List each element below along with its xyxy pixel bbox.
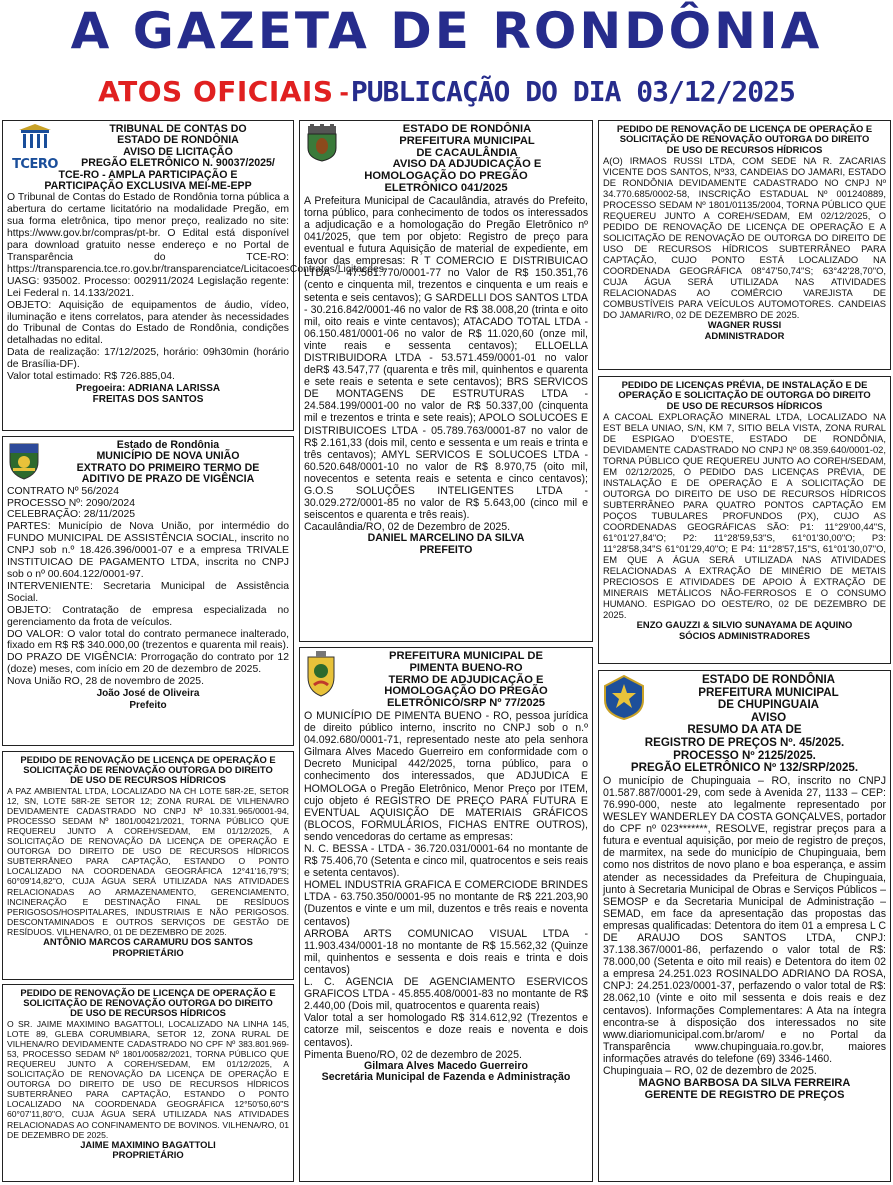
signature-name: PROPRIETÁRIO <box>112 1149 184 1161</box>
paragraph: Pimenta Bueno/RO, 02 de dezembro de 2025. <box>304 1048 522 1061</box>
header-line: PREGÃO ELETRÔNICO N. 90037/2025/ <box>81 157 275 170</box>
newspaper-title: A GAZETA DE RONDÔNIA <box>70 2 823 60</box>
header-line: TERMO DE ADJUDICAÇÃO E <box>388 673 544 686</box>
header-line: TRIBUNAL DE CONTAS DO <box>109 123 247 135</box>
subtitle-separator: - <box>339 76 349 107</box>
notice-a-paz-ambiental <box>2 751 294 980</box>
notice-header <box>304 124 588 195</box>
paragraph: HOMEL INDUSTRIA GRAFICA E COMERCIODE BRINDES LTDA - 63.750.350/0001-95 no montante de R$ 221.203,90 (Duzentos e vinte e um mil, duzentos e três reais e noventa centavos) <box>304 879 588 928</box>
paragraph: INTERVENIENTE: Secretaria Municipal de Assistência Social. <box>7 580 289 604</box>
municipal-crest-icon <box>304 651 338 697</box>
header-line: Estado de Rondônia <box>116 439 220 451</box>
header-line: PROCESSO Nº 2125/2025. <box>673 748 816 762</box>
paragraph: Data de realização: 17/12/2025, horário: 09h30min (horário de Brasília-DF). <box>7 347 289 371</box>
municipal-crest-icon <box>603 674 645 720</box>
section-label: ATOS OFICIAIS <box>98 75 334 108</box>
notice-chupinguaia <box>598 670 891 1182</box>
signature-name: Gilmara Alves Macedo Guerreiro <box>364 1059 528 1072</box>
notice-bagattoli <box>2 984 294 1182</box>
paragraph: DO PRAZO DE VIGÊNCIA: Prorrogação do contrato por 12 (doze) meses, com início em 20 de dezembro de 2025. <box>7 652 289 676</box>
signature-name: ENZO GAUZZI & SILVIO SUNAYAMA DE AQUINO <box>636 619 853 631</box>
paragraph: L. C. AGENCIA DE AGENCIAMENTO ESERVICOS GRAFICOS LTDA - 45.855.408/0001-83 no montante de R$ 2.440,00 (Dois mil, quatrocentos e quarenta reais) <box>304 976 588 1013</box>
paragraph: PROCESSO Nº: 2090/2024 <box>7 497 135 509</box>
signature-name: GERENTE DE REGISTRO DE PREÇOS <box>644 1089 845 1102</box>
notice-body: A(O) IRMAOS RUSSI LTDA, COM SEDE NA R. ZACARIAS VICENTE DOS SANTOS, Nº33, CANDEIAS DO JAMARI, ESTADO DE RONDÔNIA DEVIDAMENTE CADASTRADO NO CNPJ Nº 34.770.685/0002-58, INSCRIÇÃO ESTADUAL Nº 001240889, PROCESSO SEDAM Nº 1801/01135/2004, TORNA PÚBLICO QUE REQUEREU JUNTO A COREH/SEDAM, EM 02/12/2025, O PEDIDO DE RENOVAÇÃO DE LICENÇA DE OPERAÇÃO E A SOLICITAÇÃO DE RENOVAÇÃO DE OUTORGA DO DIREITO DE USO DE RECURSOS HÍDRICOS SUBTERRÂNEO PARA CAPTAÇÃO, CUJO PONTO ESTÁ LOCALIZADO NA COORDENADA GEOGRÁFICA 08°47'50,74"S; 63°42'28,70"O, CUJA ÁGUA SERÁ UTILIZADA NAS ATIVIDADES RELACIONADAS AO COMÉRCIO VAREJISTA DE COMBUSTÍVEIS PARA VEÍCULOS AUTOMOTORES. CANDEIAS DO JAMARI/RO, 02 DE DEZEMBRO DE 2025. <box>603 155 886 321</box>
header-line: PREFEITURA MUNICIPAL <box>399 134 535 147</box>
signature-name: João José de Oliveira <box>96 688 200 700</box>
paragraph: CELEBRAÇÃO: 28/11/2025 <box>7 509 136 521</box>
signature <box>603 620 886 642</box>
header-line: AVISO DA ADJUDICAÇÃO E <box>392 158 542 171</box>
notice-header <box>7 988 289 1019</box>
header-line: RESUMO DA ATA DE <box>687 723 802 737</box>
paragraph: DO VALOR: O valor total do contrato permanece inalterado, fixado em R$ R$ 340.000,00 (trezentos e quarenta mil reais). <box>7 628 289 652</box>
notice-body <box>7 192 387 383</box>
signature <box>304 533 588 556</box>
header-line: TCE-RO - AMPLA PARTICIPAÇÃO E <box>58 168 238 181</box>
header-line: PIMENTA BUENO-RO <box>409 661 523 674</box>
municipal-crest-icon <box>304 124 340 162</box>
header-line: SOLICITAÇÃO DE RENOVAÇÃO OUTORGA DO DIREITO <box>619 133 870 145</box>
header-line: ADITIVO DE PRAZO DE VIGÊNCIA <box>81 473 255 486</box>
header-line: AVISO <box>750 710 787 724</box>
signature-name: WAGNER RUSSI <box>707 319 782 331</box>
notice-header <box>603 674 886 775</box>
header-line: ESTADO DE RONDÔNIA <box>402 123 532 135</box>
signature-name: PROPRIETÁRIO <box>112 946 184 958</box>
notice-body: O SR. JAIME MAXIMINO BAGATTOLI, LOCALIZADO NA LINHA 145, LOTE 89, GLEBA CORUMBIARA, SETOR 12, ZONA RURAL DE VILHENA/RO DEVIDAMENTE CADASTRADO NO CPF Nº 383.801.969-53, PROCESSO SEDAM Nº 1801/00582/2021, TORNA PÚBLICO QUE REQUEREU JUNTO A COREH/SEDAM, EM 01/12/2025, A SOLICITAÇÃO DE RENOVAÇÃO DA LICENÇA DE OPERAÇÃO E OUTORGA DO DIREITO DE USO DE RECURSOS HÍDRICOS SUBTERRÂNEO PARA CAPTAÇÃO, ESTANDO O PONTO LOCALIZADO NA COORDENADA GEOGRÁFICA 12°50'50,60"S 60°07'11,80"O, CUJA ÁGUA SERÁ UTILIZADA NAS ATIVIDADES RELACIONADAS AO CONFINAMENTO DE BOVINOS. VILHENA/RO, 01 DE DEZEMBRO DE 2025. <box>7 1018 289 1140</box>
signature <box>7 688 289 711</box>
notice-nova-uniao <box>2 436 294 746</box>
paragraph: PARTES: Município de Nova União, por intermédio do FUNDO MUNICIPAL DE ASSISTÊNCIA SOCIAL, inscrito no CNPJ sob n.º 18.426.396/0001-07 e a empresa TRIVALE INSTITUICAO DE PAGAMENTO LTDA, inscrita no CNPJ sob o nº 00.604.122/0001-97. <box>7 521 289 580</box>
paragraph: ARROBA ARTS COMUNICAO VISUAL LTDA - 11.903.434/0001-18 no montante de R$ 15.562,32 (Quinze mil, quinhentos e sessenta e dois reais e trinta e dois centavos) <box>304 927 588 976</box>
paragraph: OBJETO: Aquisição de equipamentos de áudio, vídeo, iluminação e itens correlatos, para atender às necessidades do Tribunal de Contas do Estado de Rondônia, condições detalhadas no edital. <box>7 299 289 347</box>
notice-header <box>304 651 588 710</box>
signature <box>7 383 289 406</box>
header-line: REGISTRO DE PREÇOS Nº. 45/2025. <box>644 735 845 749</box>
tce-ro-logo-text: TCERO <box>12 157 58 172</box>
notice-header <box>7 440 289 486</box>
signature-name: PREFEITO <box>419 543 473 556</box>
signature-name: JAIME MAXIMINO BAGATTOLI <box>80 1138 216 1150</box>
header-line: HOMOLOGAÇÃO DO PREGÃO <box>384 685 548 698</box>
signature <box>7 1140 289 1161</box>
header-line: MUNICÍPIO DE NOVA UNIÃO <box>96 450 240 463</box>
coat-of-arms-icon <box>7 440 41 480</box>
header-line: PEDIDO DE LICENÇAS PRÉVIA, DE INSTALAÇÃO E DE <box>621 379 868 390</box>
header-line: EXTRATO DO PRIMEIRO TERMO DE <box>76 461 260 474</box>
signature <box>603 1077 886 1101</box>
paragraph: O município de Chupinguaia – RO, inscrito no CNPJ 01.587.887/0001-29, com sede à Avenida 27, 1133 – CEP: 76.990-000, neste ato legalmente representado por WESLEY WANDERLEY DA COSTA GONÇALVES, portador do CPF nº 023*******, RESOLVE, registrar preços para a futura e eventual aquisição, por meio de registro de preços, de marmitex, na sede do município de Chupinguaia, bem como nos distritos de novo plano e boa esperança, e assim atender as necessidades da Prefeitura de Chupinguaia, junto à Secretaria Municipal de Obras e Serviços Públicos – SEMOSP e da Secretaria Municipal de Administração – SEMAD, em face da apresentação das propostas das empresas qualificadas: Detentora do item 01 a empresa L C DE ARAUJO DOS SANTOS LTDA, CNPJ: 37.138.367/0001-86, perfazendo o valor total de R$: 78.000,00 (Setenta e oito mil reais) e Detentora do item 02 a empresa 24.251.023 ROSINALDO ADRIANO DA ROSA, CNPJ: 24.251.023/0001-37, perfazendo o valor total de R$: 28.062,10 (vinte e oito mil sessenta e dois reais e dez centavos). Informações Complementares: A Ata na íntegra encontra-se à disposição dos interessados no site www.diariomunicipal.com.br/arom/ e no Portal da Transparência www.chupinguaia.ro.gov.br, maiores informações através do telefone (69) 3346-1460. <box>603 774 886 1065</box>
notice-header <box>603 380 886 411</box>
header-line: PARTICIPAÇÃO EXCLUSIVA MEI-ME-EPP <box>44 180 252 193</box>
notice-body: A PAZ AMBIENTAL LTDA, LOCALIZADO NA CH LOTE 58R-2E, SETOR 12, SN, LOTE 58R-2E SETOR 12; ZONA RURAL DE VILHENA/RO DEVIDAMENTE CADASTRADO NO CNPJ Nº 10.331.965/0001-94, PROCESSO SEDAM Nº 1801/00421/2021, TORNA PÚBLICO QUE REQUEREU JUNTO A COREH/SEDAM, EM 01/12/2025, A SOLICITAÇÃO DE RENOVAÇÃO DA LICENÇA DE OPERAÇÃO E OUTORGA DO DIREITO DE USO DE RECURSOS HÍDRICOS SUBTERRÂNEO PARA CAPTAÇÃO, ESTANDO O PONTO LOCALIZADO NA COORDENADA GEOGRÁFICA 12°41'16,79"S; 60°09'14,82"O, CUJA ÁGUA SERÁ UTILIZADA NAS ATIVIDADES RELACIONADAS AO ARMAZENAMENTO, GERENCIAMENTO, INCINERAÇÃO E DESTINAÇÃO FINAL DE RESÍDUOS PERIGOSOS/HOSPITALARES, INDUSTRIAIS E NÃO PERIGOSOS. DESCONTAMINADOS E OUTROS SERVIÇOS DE GESTÃO DE RESÍDUOS. VILHENA/RO, 01 DE DEZEMBRO DE 2025. <box>7 785 289 937</box>
notice-body: A CACOAL EXPLORAÇÃO MINERAL LTDA, LOCALIZADO NA EST BELA UNIAO, S/N, KM 7, SITIO BELA VISTA, ZONA RURAL DE ESPIGAO D'OESTE, ESTADO DE RONDÔNIA, DEVIDAMENTE CADASTRADO NO CNPJ Nº 08.359.640/0001-02, TORNA PÚBLICO QUE REQUEREU JUNTO AO COREH/SEDAM, EM 02/12/2025, O PEDIDO DAS LICENÇAS PRÉVIA, DE INSTALAÇÃO E DE OPERAÇÃO E A SOLICITAÇÃO DE OUTORGA DO DIREITO DE USO DE RECURSOS HÍDRICOS SUBTERRÂNEO PARA QUATRO PONTOS CAPTAÇÃO EM POÇOS TUBULARES PROFUNDOS (PX), CUJO AS COORDENADAS GEOGRÁFICAS SÃO: P1: 11°29'00,44"S, 61°01'27,84"O; P2: 11°28'59,53"S, 61°01'30,00"O; P3: 11°28'58,34"S 61°01'29,40"O; E P4: 11°28'57,15"S, 61°01'30,07"O, EM QUE A ÁGUA SERÁ UTILIZADA NAS ATIVIDADES RELACIONADAS A EXTRAÇÃO DE MINÉRIO DE METAIS PRECIOSOS E ATIVIDADES DE APOIO À EXTRAÇÃO DE MINERAIS METÁLICOS NÃO-FERROSOS E O CONSUMO HUMANO. ESPIGAO DO OESTE/RO, 02 DE DEZEMBRO DE 2025. <box>603 411 886 621</box>
signature-name: Prefeito <box>129 699 167 711</box>
header-line: PEDIDO DE RENOVAÇÃO DE LICENÇA DE OPERAÇÃO E <box>20 754 276 765</box>
signature <box>603 320 886 342</box>
paragraph: CONTRATO Nº 56/2024 <box>7 485 119 497</box>
header-line: HOMOLOGAÇÃO DO PREGÃO <box>364 170 528 183</box>
notice-date: Chupinguaia – RO, 02 de dezembro de 2025. <box>603 1065 817 1077</box>
paragraph: O Tribunal de Contas do Estado de Rondônia torna pública a abertura do certame licitatório na modalidade Pregão, em sua forma eletrônica, tipo menor preço, realizado no site: https://www.gov.br/compras/pt-br. O Edital está disponível para download gratuito nesse endereço e no Portal de Transparência do TCE-RO: https://transparencia.tce.ro.gov.br/transparenciatce/LicitacoesContratos/Licitacoes. <box>7 192 387 275</box>
signature-name: ADMINISTRADOR <box>704 330 785 342</box>
notice-header <box>603 124 886 155</box>
notice-body <box>603 775 886 1077</box>
paragraph: A Prefeitura Municipal de Cacaulândia, através do Prefeito, torna público, para conhecimento de todos os interessados a adjudicação e a homologação do Pregão Eletrônico nº 041/2025, que tem por objeto: Registro de preço para eventual e futura Aquisição de material de expediente, em favor das empresas: R T COMERCIO E DISTRIBUICAO LTDA - 47.561.770/0001-77 no Valor de R$ 150.351,76 (cento e cinquenta mil, trezentos e cinquenta e um reais e setenta e seis centavos); G SARDELLI DOS SANTOS LTDA - 30.216.842/0001-46 no valor de R$ 38.008,20 (trinta e oito mil, oito reais e vinte centavos); ATACADO TOTAL LTDA - 06.150.481/0001-06 no valor de R$ 11.020,60 (onze mil, vinte reais e sessenta centavos); ELLOELLA DISTRIBUIDORA LTDA - 53.571.459/0001-01 no valor deR$ 43.547,77 (quarenta e três mil, quinhentos e quarenta e sete reais e setenta e sete centavos); BRS SERVICOS DE MONTAGENS DE ESTRUTURAS LTDA - 24.584.199/0001-00 no valor de R$ 50.337,00 (cinquenta mil e trezentos e trinta e sete reais); APOLO SOLUCOES E DISTRIBUICOES LTDA - 05.789.763/0001-87 no valor de R$ 2.161,33 (dois mil, cento e sessenta e um reais e trinta e três centavos); AMYL SERVICOS E SOLUCOES LTDA - 60.520.648/0001-10 no valor de R$ 8.970,75 (oito mil, novecentos e setenta reais e setenta e cinco centavos); G.O.S SOLUÇÕES INTELIGENTES LTDA - 30.029.272/0001-85 no valor de R$ 5.643,00 (cinco mil e seiscentos e quarenta e três reais). <box>304 194 588 522</box>
header-line: DE USO DE RECURSOS HÍDRICOS <box>70 774 226 786</box>
notice-irmaos-russi <box>598 120 891 370</box>
header-line: PREGÃO ELETRÔNICO Nº 132/SRP/2025. <box>630 761 859 775</box>
paragraph: OBJETO: Contratação de empresa especializada no gerenciamento da frota de veículos. <box>7 604 289 628</box>
header-line: OPERAÇÃO E SOLICITAÇÃO DE OUTORGA DO DIREITO <box>618 389 871 401</box>
paragraph: N. C. BESSA - LTDA - 36.720.031/0001-64 no montante de R$ 75.406,70 (Setenta e cinco mil, quatrocentos e seis reais e setenta centavos). <box>304 843 588 880</box>
signature-name: FREITAS DOS SANTOS <box>92 394 204 406</box>
header-line: ESTADO DE RONDÔNIA <box>117 134 239 147</box>
header-line: PREFEITURA MUNICIPAL <box>698 685 839 699</box>
notice-tce-ro <box>2 120 387 431</box>
tce-ro-logo <box>7 124 63 172</box>
header-line: DE CACAULÂNDIA <box>416 146 518 159</box>
header-line: DE USO DE RECURSOS HÍDRICOS <box>666 143 823 155</box>
publication-date-label: PUBLICAÇÃO DO DIA 03/12/2025 <box>350 75 795 108</box>
header-line: ELETRÔNICO/SRP Nº 77/2025 <box>386 697 546 710</box>
signature-name: Pregoeira: ADRIANA LARISSA <box>75 382 221 394</box>
paragraph: Valor total a ser homologado R$ 314.612,92 (Trezentos e catorze mil, seiscentos e doze reais e noventa e dois centavos). <box>304 1012 588 1049</box>
header-line: SOLICITAÇÃO DE RENOVAÇÃO OUTORGA DO DIREITO <box>23 764 273 776</box>
paragraph: Nova União RO, 28 de novembro de 2025. <box>7 676 204 688</box>
header-line: PREFEITURA MUNICIPAL DE <box>389 650 543 662</box>
notice-body <box>304 710 588 1061</box>
header-line: DE USO DE RECURSOS HÍDRICOS <box>70 1007 226 1019</box>
header-line: AVISO DE LICITAÇÃO <box>123 145 233 158</box>
notice-cacoal-exploracao-mineral <box>598 376 891 664</box>
notice-cacaulandia <box>299 120 593 642</box>
notice-body <box>304 195 588 534</box>
signature <box>7 937 289 958</box>
signature-name: MAGNO BARBOSA DA SILVA FERREIRA <box>638 1077 851 1090</box>
signature-name: DANIEL MARCELINO DA SILVA <box>367 532 525 545</box>
header-line: ESTADO DE RONDÔNIA <box>701 673 836 686</box>
columns-building-icon <box>7 124 63 152</box>
signature-name: ANTÔNIO MARCOS CARAMURU DOS SANTOS <box>43 936 253 948</box>
paragraph: UASG: 935002. Processo: 002911/2024 Legislação regente: Lei Federal n. 14.133/2021. <box>7 275 289 299</box>
notice-pimenta-bueno <box>299 647 593 1182</box>
header-line: SOLICITAÇÃO DE RENOVAÇÃO OUTORGA DO DIREITO <box>23 997 273 1009</box>
header-line: PEDIDO DE RENOVAÇÃO DE LICENÇA DE OPERAÇÃO E <box>20 987 276 998</box>
header-line: DE USO DE RECURSOS HÍDRICOS <box>666 399 823 411</box>
notice-body <box>7 486 289 688</box>
header-line: DE CHUPINGUAIA <box>717 698 820 712</box>
section-subtitle <box>0 70 893 114</box>
signature-name: Secretária Municipal de Fazenda e Administração <box>321 1071 571 1084</box>
paragraph: O MUNICÍPIO DE PIMENTA BUENO - RO, pessoa jurídica de direito público interno, inscrito no CNPJ sob o n.º 04.092.680/0001-71, representado neste ato pela senhora Gilmara Alves Macedo Guerreiro em conformidade com o Decreto Municipal 442/2025, torna público, para o conhecimento dos interessados, que ADJUDICA E HOMOLOGA o Pregão Eletrônico, Menor Preço por ITEM, cujo objeto é REGISTRO DE PREÇO PARA FUTURA E EVENTUAL AQUISIÇÃO DE MATERIAIS GRÁFICOS (BLOCOS, FORMULÁRIOS, FICHAS ENTRE OUTROS), sendo vencedoras do certame as empresas: <box>304 709 588 843</box>
notice-header <box>7 755 289 786</box>
signature <box>304 1061 588 1084</box>
header-line: ELETRÔNICO 041/2025 <box>384 181 508 194</box>
notice-date: Cacaulândia/RO, 02 de Dezembro de 2025. <box>304 521 511 534</box>
paragraph: Valor total estimado: R$ 726.885,04. <box>7 371 175 383</box>
signature-name: SÓCIOS ADMINISTRADORES <box>679 630 810 642</box>
header-line: PEDIDO DE RENOVAÇÃO DE LICENÇA DE OPERAÇÃO E <box>616 123 873 134</box>
